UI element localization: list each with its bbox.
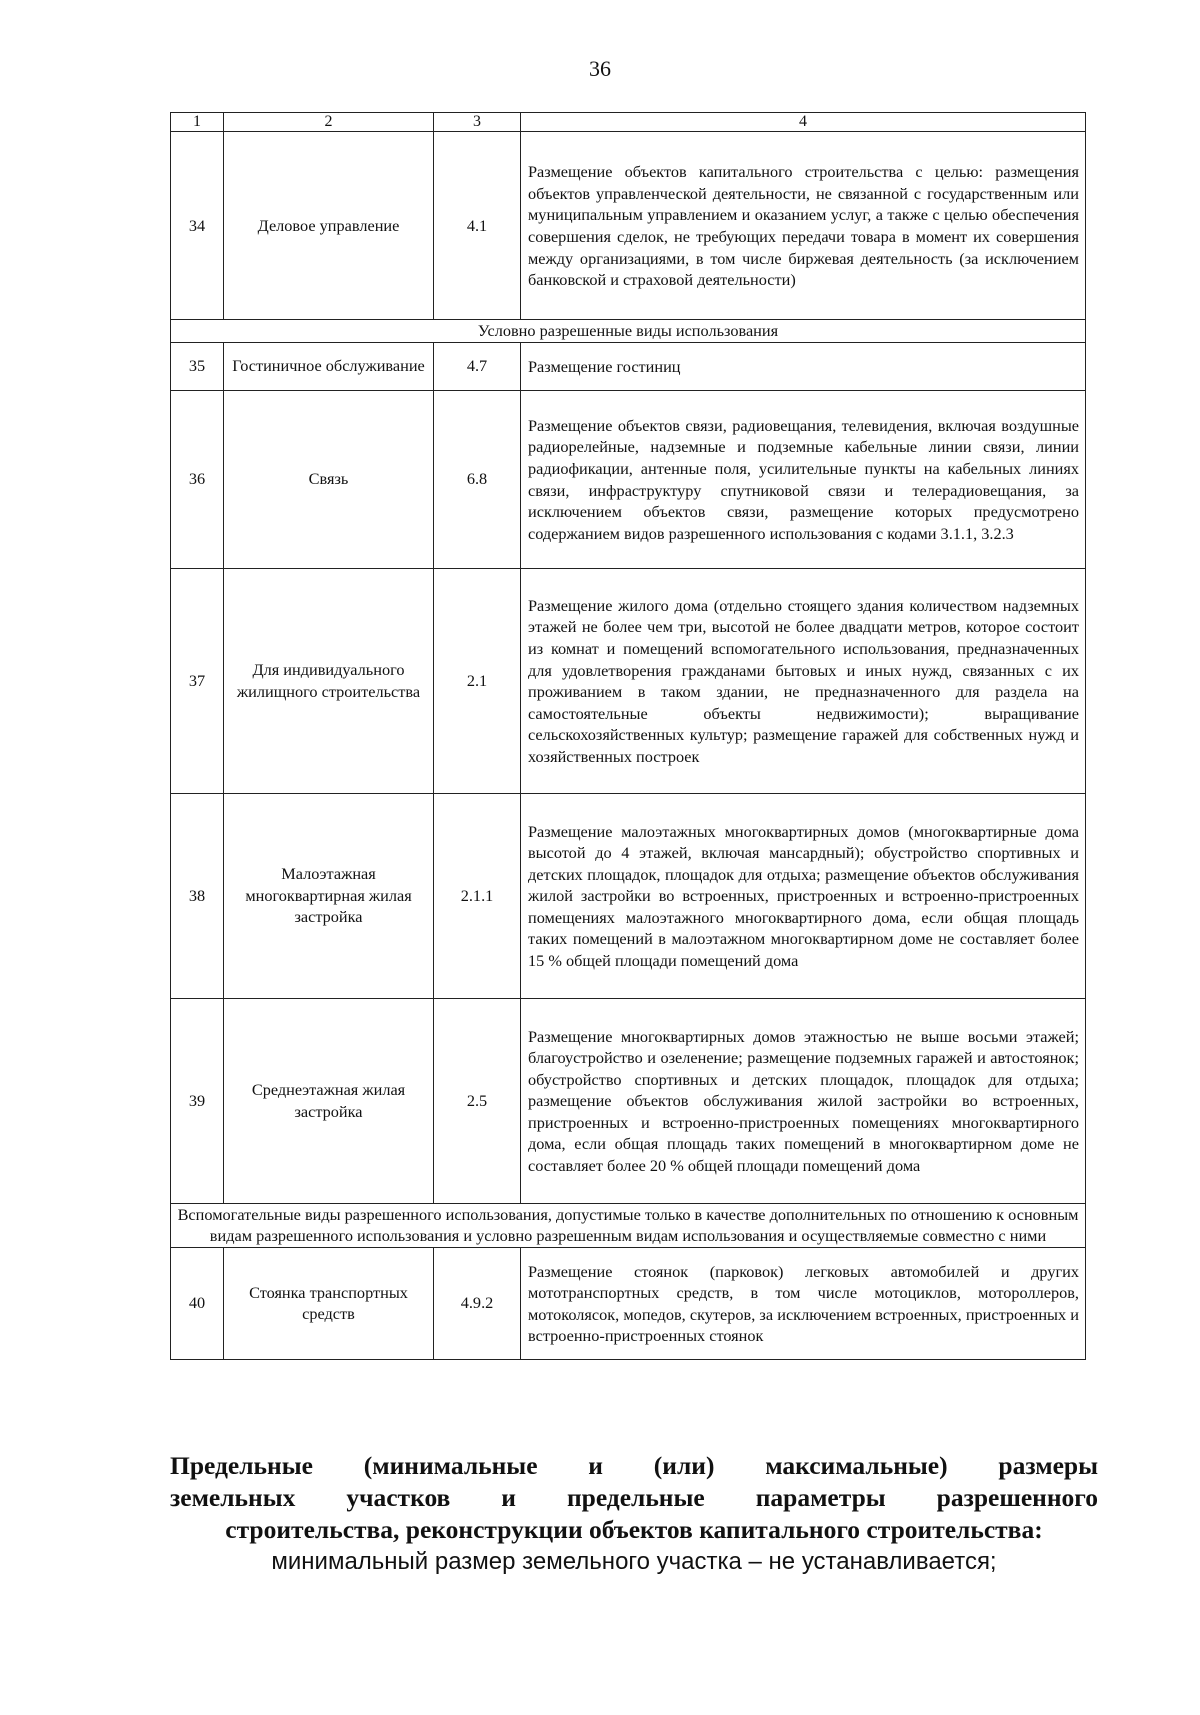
use-type-description: Размещение малоэтажных многоквартирных домов (многоквартирные дома высотой до 4 этажей, включая мансардный); обустройство спортивных и детских площадок, площадок для отдыха; размещение объектов обслуживания жилой застройки во встроенных, пристроенных и встроенно-пристроенных помещениях малоэтажного многоквартирного дома, если общая площадь таких помещений в малоэтажном многоквартирном доме не составляет более 15 % общей площади помещений дома — [521, 793, 1086, 998]
table-row — [171, 132, 1086, 320]
table-row — [171, 390, 1086, 568]
section-header-row — [171, 320, 1086, 343]
table-header-row — [171, 113, 1086, 132]
use-type-name: Среднеэтажная жилая застройка — [224, 998, 434, 1203]
limits-section — [170, 1450, 1098, 1578]
use-type-description: Размещение объектов связи, радиовещания, телевидения, включая воздушные радиорелейные, надземные и подземные кабельные линии связи, линии радиофикации, антенные поля, усилительные пункты на кабельных линиях связи, инфраструктуру спутниковой связи и телерадиовещания, за исключением объектов связи, размещение которых предусмотрено содержанием видов разрешенного использования с кодами 3.1.1, 3.2.3 — [521, 390, 1086, 568]
limits-heading-line-1: Предельные (минимальные и (или) максимальные) размеры — [170, 1451, 1098, 1480]
use-type-name: Гостиничное обслуживание — [224, 342, 434, 390]
use-type-code: 4.7 — [434, 342, 521, 390]
section-title: Вспомогательные виды разрешенного использования, допустимые только в качестве дополнительных по отношению к основным видам разрешенного использования и условно разрешенным видам использования и осуществляемые совместно с ними — [171, 1203, 1086, 1247]
use-type-description: Размещение гостиниц — [521, 342, 1086, 390]
use-type-code: 4.9.2 — [434, 1247, 521, 1359]
header-col-3: 3 — [434, 113, 521, 132]
use-type-code: 4.1 — [434, 132, 521, 320]
row-number: 34 — [171, 132, 224, 320]
table-row — [171, 568, 1086, 793]
use-type-code: 2.1 — [434, 568, 521, 793]
use-type-description: Размещение многоквартирных домов этажностью не выше восьми этажей; благоустройство и озеленение; размещение подземных гаражей и автостоянок; обустройство спортивных и детских площадок, площадок для отдыха; размещение объектов обслуживания жилой застройки во встроенных, пристроенных и встроенно-пристроенных помещениях многоквартирного дома, если общая площадь таких помещений в многоквартирном доме не составляет более 20 % общей площади помещений дома — [521, 998, 1086, 1203]
section-title: Условно разрешенные виды использования — [171, 320, 1086, 343]
row-number: 35 — [171, 342, 224, 390]
row-number: 37 — [171, 568, 224, 793]
use-type-code: 2.5 — [434, 998, 521, 1203]
table-row — [171, 342, 1086, 390]
use-type-name: Деловое управление — [224, 132, 434, 320]
table-row — [171, 1247, 1086, 1359]
row-number: 38 — [171, 793, 224, 998]
page-number: 36 — [589, 56, 611, 81]
header-col-1: 1 — [171, 113, 224, 132]
use-type-name: Связь — [224, 390, 434, 568]
limits-heading-line-3: строительства, реконструкции объектов капитального строительства: — [225, 1515, 1043, 1544]
limits-heading-line-2: земельных участков и предельные параметры разрешенного — [170, 1483, 1098, 1512]
use-type-code: 2.1.1 — [434, 793, 521, 998]
table-row — [171, 793, 1086, 998]
use-type-code: 6.8 — [434, 390, 521, 568]
use-type-name: Стоянка транспортных средств — [224, 1247, 434, 1359]
use-type-name: Малоэтажная многоквартирная жилая застройка — [224, 793, 434, 998]
section-header-row — [171, 1203, 1086, 1247]
row-number: 36 — [171, 390, 224, 568]
row-number: 40 — [171, 1247, 224, 1359]
use-type-name: Для индивидуального жилищного строительства — [224, 568, 434, 793]
row-number: 39 — [171, 998, 224, 1203]
use-type-description: Размещение объектов капитального строительства с целью: размещения объектов управленческой деятельности, не связанной с государственным или муниципальным управлением и оказанием услуг, а также с целью обеспечения совершения сделок, не требующих передачи товара в момент их совершения между организациями, в том числе биржевая деятельность (за исключением банковской и страховой деятельности) — [521, 132, 1086, 320]
table-row — [171, 998, 1086, 1203]
land-use-table — [170, 112, 1086, 1360]
use-type-description: Размещение стоянок (парковок) легковых автомобилей и других мототранспортных средств, в том числе мотоциклов, мотороллеров, мотоколясок, мопедов, скутеров, за исключением встроенных, пристроенных и встроенно-пристроенных стоянок — [521, 1247, 1086, 1359]
use-type-description: Размещение жилого дома (отдельно стоящего здания количеством надземных этажей не более чем три, высотой не более двадцати метров, которое состоит из комнат и помещений вспомогательного использования, предназначенных для удовлетворения гражданами бытовых и иных нужд, связанных с их проживанием в таком здании, не предназначенного для раздела на самостоятельные объекты недвижимости); выращивание сельскохозяйственных культур; размещение гаражей для собственных нужд и хозяйственных построек — [521, 568, 1086, 793]
header-col-4: 4 — [521, 113, 1086, 132]
min-plot-size-text: минимальный размер земельного участка – не устанавливается; — [271, 1548, 997, 1575]
header-col-2: 2 — [224, 113, 434, 132]
